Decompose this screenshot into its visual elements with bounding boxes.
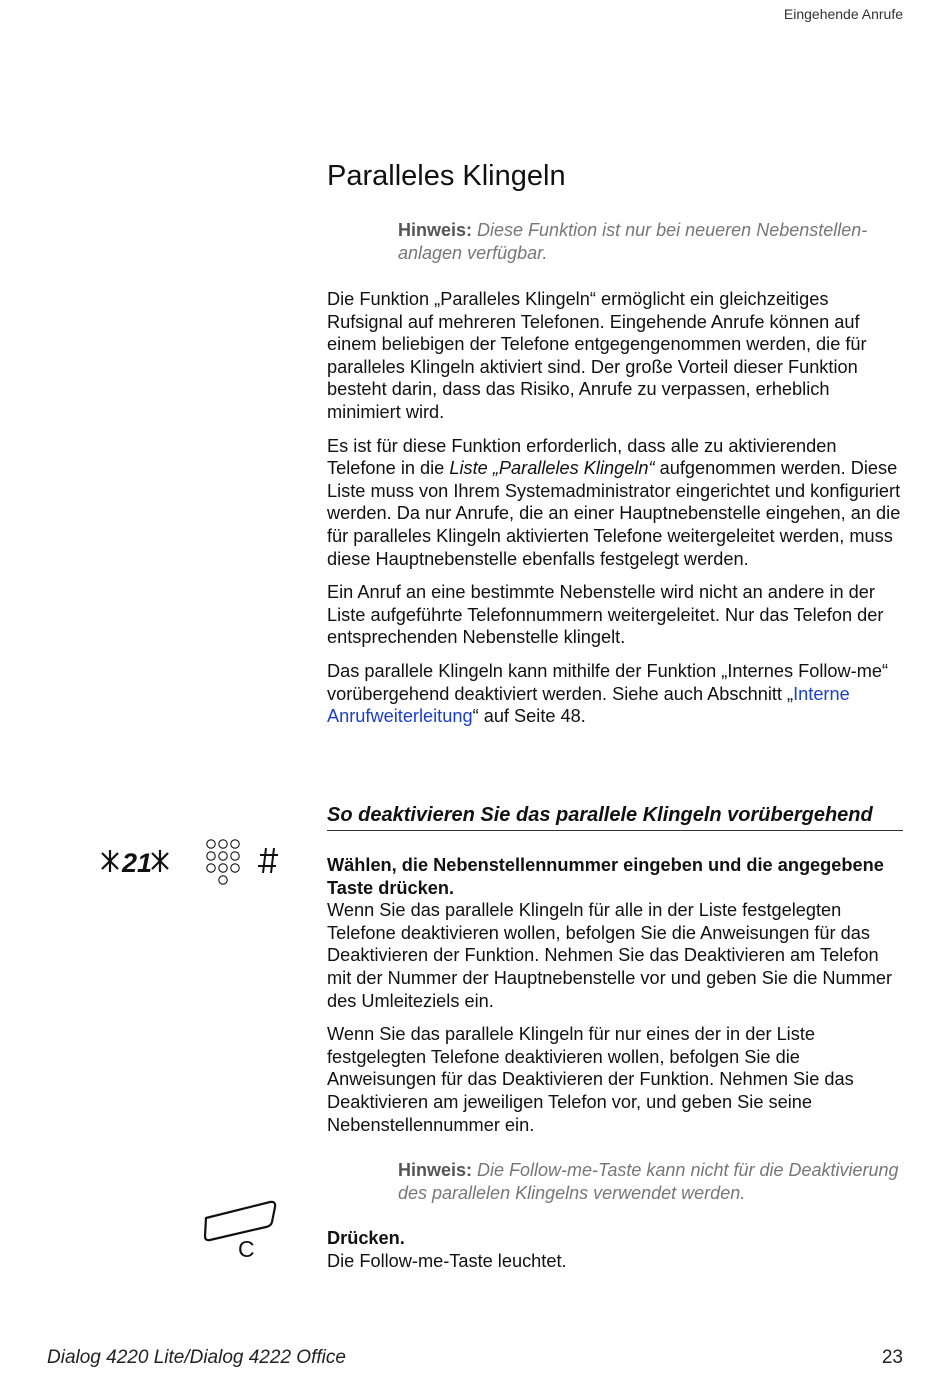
paragraph — [327, 660, 907, 728]
paragraph: Die Follow-me-Taste leuchtet. — [327, 1250, 567, 1271]
note-label: Hinweis: — [398, 1160, 473, 1180]
follow-me-key-icon — [200, 1198, 280, 1264]
paragraph-text: “ auf Seite 48. — [472, 706, 586, 727]
running-header: Eingehende Anrufe — [783, 6, 903, 22]
page-number: 23 — [881, 1347, 903, 1368]
key-label: C — [238, 1236, 255, 1262]
step-instruction: Drücken. — [327, 1228, 405, 1248]
note-box — [398, 219, 908, 265]
list-name: Liste „Paralleles Klingeln“ — [449, 458, 655, 479]
cross-reference-link[interactable]: Interne Anrufweiterleitung — [327, 683, 850, 727]
footer-model: Dialog 4220 Lite/Dialog 4222 Office — [47, 1347, 346, 1368]
note-text: Diese Funktion ist nur bei neueren Nebenstellen-anlagen verfügbar. — [398, 220, 868, 263]
page-title: Paralleles Klingeln — [327, 160, 566, 192]
star-icon — [102, 850, 118, 872]
keypad-icon — [207, 840, 239, 884]
intro-text — [327, 288, 907, 739]
step-1 — [327, 854, 907, 1147]
hash-label: # — [271, 872, 272, 873]
note-label: Hinweis: — [398, 220, 473, 240]
step-instruction: Wählen, die Nebenstellennummer eingeben und die angegebene Taste drücken. — [327, 855, 884, 898]
step-2 — [327, 1227, 907, 1272]
note-text: Die Follow-me-Taste kann nicht für die Deaktivierung des parallelen Klingelns verwendet werden. — [398, 1160, 899, 1203]
paragraph-text: Es ist für diese Funktion erforderlich, dass alle zu aktivierenden Telefone in die — [327, 435, 837, 479]
paragraph: Wenn Sie das parallele Klingeln für nur eines der in der Liste festgelegten Telefone deaktivieren wollen, befolgen Sie die Anweisungen für das Deaktivieren der Funktion. Nehmen Sie das Deaktivieren am jeweiligen Telefon vor, und geben Sie seine Nebenstellennummer ein. — [327, 1024, 854, 1135]
paragraph-text: Das parallele Klingeln kann mithilfe der Funktion „Internes Follow-me“ vorübergehend deaktiviert werden. Siehe auch Abschnitt „ — [327, 660, 889, 704]
paragraph-text: aufgenommen werden. Diese Liste muss von Ihrem Systemadministrator eingerichtet und konfiguriert werden. Da nur Anrufe, die an einer Hauptnebenstelle eingehen, an die für paralleles Klingeln aktivierten Telefone weitergeleitet werden, muss diese Hauptnebenstelle ebenfalls festgelegt werden. — [327, 458, 901, 569]
note-box — [398, 1159, 908, 1205]
key-sequence-digits: 21 — [122, 848, 153, 878]
paragraph: Die Funktion „Paralleles Klingeln“ ermöglicht ein gleichzeitiges Rufsignal auf mehreren Telefonen. Eingehende Anrufe können auf einem beliebigen der Telefone entgegengenommen werden, die für paralleles Klingeln aktiviert sind. Der große Vorteil dieser Funktion besteht darin, dass das Risiko, Anrufe zu verpassen, erheblich minimiert wird. — [327, 289, 867, 422]
paragraph — [327, 435, 907, 571]
subsection-heading: So deaktivieren Sie das parallele Klingeln vorübergehend — [327, 804, 903, 831]
hash-icon — [258, 848, 278, 873]
paragraph: Ein Anruf an eine bestimmte Nebenstelle wird nicht an andere in der Liste aufgeführte Telefonnummern weitergeleitet. Nur das Telefon der entsprechenden Nebenstelle klingelt. — [327, 582, 884, 648]
star-icon — [152, 850, 168, 872]
paragraph: Wenn Sie das parallele Klingeln für alle in der Liste festgelegten Telefone deaktivieren wollen, befolgen Sie die Anweisungen für das Deaktivieren der Funktion. Nehmen Sie das Deaktivieren am Telefon mit der Nummer der Hauptnebenstelle vor und geben Sie die Nummer des Umleiteziels ein. — [327, 900, 893, 1011]
key-sequence-icon — [100, 836, 285, 892]
